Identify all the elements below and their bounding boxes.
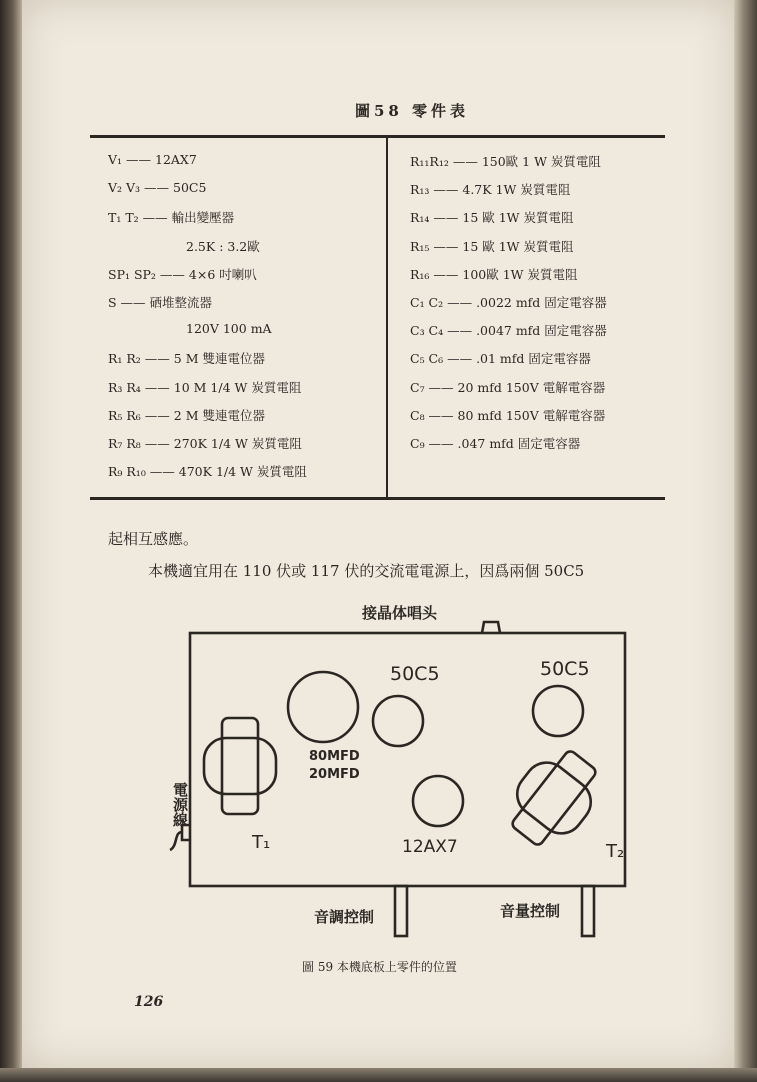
capacitor-80-20mfd — [288, 672, 358, 742]
parts-row: R₇ R₈ —— 270K 1/4 W 炭質電阻 — [108, 436, 302, 451]
tone-control-label: 音調控制 — [314, 908, 375, 926]
tone-control-shaft — [395, 886, 407, 936]
parts-row: C₇ —— 20 mfd 150V 電解電容器 — [410, 379, 606, 395]
parts-row: R₉ R₁₀ —— 470K 1/4 W 炭質電阻 — [108, 464, 307, 480]
parts-row: R₁₄ —— 15 歐 1W 炭質電阻 — [410, 210, 574, 226]
parts-row: V₂ V₃ —— 50C5 — [108, 180, 207, 196]
parts-row: C₉ —— .047 mfd 固定電容器 — [410, 436, 581, 451]
cap-label-80mfd: 80MFD — [309, 749, 360, 764]
parts-row: C₃ C₄ —— .0047 mfd 固定電容器 — [410, 323, 607, 339]
book-spine — [0, 0, 22, 1082]
parts-row: C₅ C₆ —— .01 mfd 固定電容器 — [410, 351, 591, 367]
body-line-2: 本機適宜用在 110 伏或 117 伏的交流電電源上，因爲兩個 50C5 — [148, 562, 585, 580]
table-bottom-rule — [90, 497, 665, 500]
parts-row: SP₁ SP₂ —— 4×6 吋喇叭 — [108, 266, 257, 282]
parts-row: R₁₆ —— 100歐 1W 炭質電阻 — [410, 266, 578, 282]
t2-label: T₂ — [606, 841, 625, 862]
power-cord-label: 電源線 — [171, 782, 189, 827]
table-top-rule — [90, 135, 665, 138]
t1-label: T₁ — [252, 832, 271, 853]
body-line-1: 起相互感應。 — [108, 530, 199, 548]
table-divider — [386, 138, 388, 497]
transformer-t1-body — [222, 718, 258, 814]
parts-row: R₃ R₄ —— 10 M 1/4 W 炭質電阻 — [108, 379, 302, 395]
page-number: 126 — [134, 994, 164, 1010]
table-title: 圖58 零件表 — [354, 102, 470, 120]
tube-50c5-b-label: 50C5 — [540, 658, 590, 680]
pickup-label: 接晶体唱头 — [362, 604, 438, 622]
parts-row: R₁₅ —— 15 歐 1W 炭質電阻 — [410, 238, 574, 254]
parts-row: C₈ —— 80 mfd 150V 電解電容器 — [410, 407, 606, 423]
parts-row: R₁ R₂ —— 5 M 雙連電位器 — [108, 351, 265, 367]
tube-12ax7 — [413, 776, 463, 826]
book-page — [22, 0, 734, 1068]
parts-row: 120V 100 mA — [186, 321, 272, 337]
parts-row: S —— 硒堆整流器 — [108, 295, 213, 310]
page-edge — [734, 0, 757, 1082]
tube-50c5-b — [533, 686, 583, 736]
volume-control-shaft — [582, 886, 594, 936]
chassis-layout-diagram — [142, 600, 662, 945]
pickup-jack — [482, 622, 500, 633]
page-bottom-edge — [0, 1068, 757, 1082]
parts-row: 2.5K : 3.2歐 — [186, 238, 260, 254]
parts-row: R₁₃ —— 4.7K 1W 炭質電阻 — [410, 182, 571, 198]
cap-label-20mfd: 20MFD — [309, 767, 360, 782]
parts-row: T₁ T₂ —— 輸出變壓器 — [108, 210, 235, 226]
parts-row: V₁ —— 12AX7 — [108, 152, 197, 167]
parts-row: C₁ C₂ —— .0022 mfd 固定電容器 — [410, 295, 607, 310]
power-cord — [170, 832, 182, 850]
tube-12ax7-label: 12AX7 — [402, 837, 458, 857]
volume-control-label: 音量控制 — [500, 902, 561, 920]
tube-50c5-a — [373, 696, 423, 746]
parts-row: R₅ R₆ —— 2 M 雙連電位器 — [108, 407, 265, 423]
tube-50c5-a-label: 50C5 — [390, 663, 440, 685]
transformer-t1-coil — [204, 738, 276, 794]
figure-caption: 圖 59 本機底板上零件的位置 — [302, 960, 457, 974]
parts-row: R₁₁R₁₂ —— 150歐 1 W 炭質電阻 — [410, 154, 601, 169]
